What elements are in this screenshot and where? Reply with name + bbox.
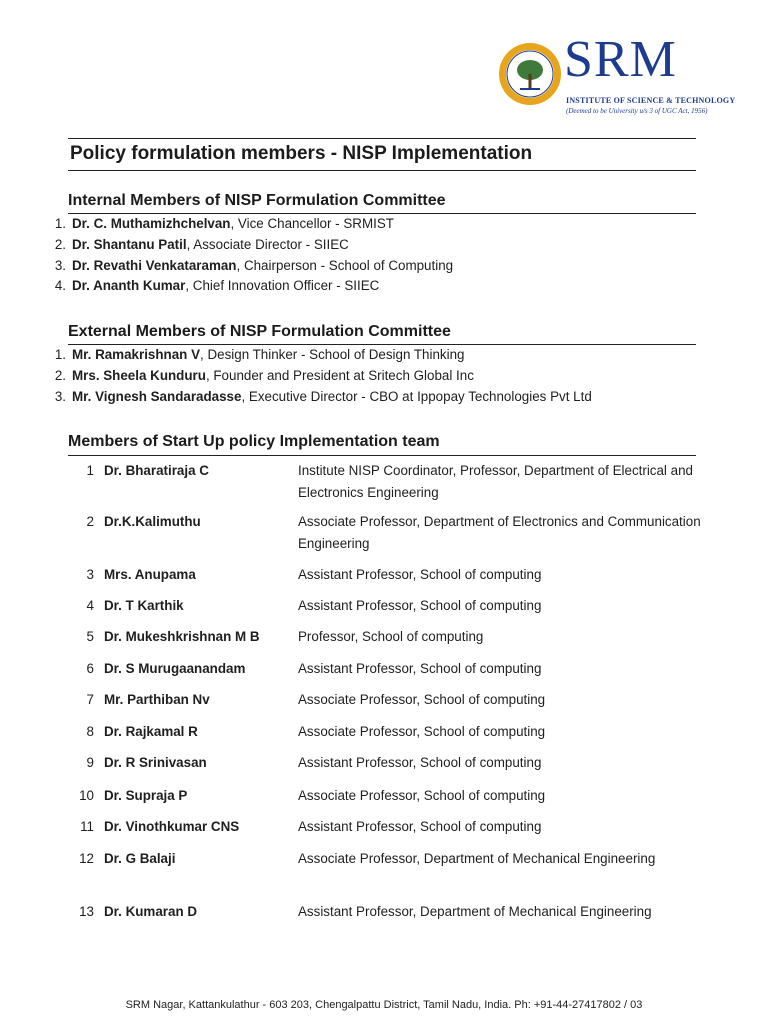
- item-number: 2.: [54, 236, 66, 252]
- list-item: [40, 214, 453, 235]
- member-name: Mr. Ramakrishnan V: [72, 347, 201, 362]
- item-number: 1.: [54, 216, 66, 231]
- list-item: [40, 256, 453, 277]
- member-role: , Vice Chancellor - SRMIST: [230, 216, 394, 231]
- member-designation: Associate Professor, Department of Mechanical Engineering: [298, 851, 656, 866]
- row-number: 8: [86, 724, 94, 739]
- member-name: Dr. T Karthik: [104, 598, 184, 613]
- team-heading: Members of Start Up policy Implementation team: [68, 433, 440, 450]
- list-item: [40, 345, 592, 366]
- member-designation: Assistant Professor, Department of Mechanical Engineering: [298, 904, 652, 919]
- member-name: Mrs. Sheela Kunduru: [72, 367, 206, 383]
- member-name: Mrs. Anupama: [104, 567, 196, 582]
- external-members-list: [40, 345, 592, 407]
- row-number: 12: [79, 851, 94, 866]
- team-heading-rule: [68, 455, 696, 456]
- member-role: , Design Thinker - School of Design Thinking: [200, 347, 465, 362]
- row-number: 7: [86, 692, 94, 707]
- page-title: Policy formulation members - NISP Implementation: [70, 143, 533, 164]
- row-number: 4: [86, 598, 94, 613]
- member-name: Mr. Vignesh Sandaradasse: [72, 388, 242, 404]
- srm-logo: [498, 31, 736, 120]
- item-number: 3.: [54, 388, 66, 404]
- member-name: Dr. G Balaji: [104, 851, 176, 866]
- row-number: 5: [86, 629, 94, 644]
- brand-subtitle: INSTITUTE OF SCIENCE & TECHNOLOGY: [566, 96, 736, 105]
- row-number: 1: [86, 463, 94, 478]
- member-name: Dr. Kumaran D: [104, 904, 198, 919]
- member-name: Dr. Ananth Kumar: [72, 278, 186, 294]
- list-item: [40, 387, 592, 408]
- member-role: , Founder and President at Sritech Global Inc: [205, 367, 474, 383]
- member-designation: Professor, School of computing: [298, 629, 484, 644]
- row-number: 9: [86, 755, 94, 770]
- member-designation: Associate Professor, Department of Electronics and Communication Engineering: [298, 514, 701, 551]
- member-name: Dr. S Murugaanandam: [104, 661, 246, 676]
- brand-name: SRM: [564, 31, 677, 88]
- internal-members-list: [40, 214, 453, 297]
- member-designation: Associate Professor, School of computing: [298, 724, 546, 739]
- member-name: Dr. R Srinivasan: [104, 755, 207, 770]
- item-number: 4.: [54, 278, 66, 294]
- row-number: 11: [80, 819, 94, 834]
- member-designation: Associate Professor, School of computing: [298, 692, 546, 707]
- member-name: Dr. Mukeshkrishnan M B: [104, 629, 260, 644]
- member-name: Dr.K.Kalimuthu: [104, 514, 201, 529]
- member-name: Dr. Shantanu Patil: [72, 236, 187, 252]
- member-role: , Associate Director - SIIEC: [186, 236, 349, 252]
- member-name: Dr. Supraja P: [104, 788, 188, 803]
- brand-tagline: (Deemed to be University u/s 3 of UGC Act, 1956): [566, 107, 708, 115]
- member-name: Dr. Rajkamal R: [104, 724, 198, 739]
- row-number: 6: [86, 661, 94, 676]
- member-designation: Assistant Professor, School of computing: [298, 819, 542, 834]
- title-top-rule: [68, 138, 696, 139]
- member-role: , Chairperson - School of Computing: [236, 257, 454, 273]
- item-number: 2.: [54, 367, 66, 383]
- row-number: 2: [86, 514, 94, 529]
- member-designation: Assistant Professor, School of computing: [298, 755, 542, 770]
- member-designation: Assistant Professor, School of computing: [298, 567, 542, 582]
- member-designation: Institute NISP Coordinator, Professor, Department of Electrical and Electronics Engineering: [298, 463, 693, 500]
- member-name: Dr. Revathi Venkataraman: [72, 257, 237, 273]
- list-item: [40, 235, 453, 256]
- item-number: 1.: [54, 347, 66, 362]
- row-number: 10: [79, 788, 94, 803]
- footer-address: SRM Nagar, Kattankulathur - 603 203, Chengalpattu District, Tamil Nadu, India. Ph: +91-44-27417802 / 03: [125, 999, 643, 1011]
- member-name: Dr. Bharatiraja C: [104, 463, 209, 478]
- row-number: 13: [79, 904, 94, 919]
- external-heading: External Members of NISP Formulation Committee: [68, 323, 451, 340]
- member-role: , Executive Director - CBO at Ippopay Technologies Pvt Ltd: [241, 388, 592, 404]
- member-role: , Chief Innovation Officer - SIIEC: [185, 278, 380, 294]
- row-number: 3: [86, 567, 94, 582]
- member-designation: Assistant Professor, School of computing: [298, 661, 542, 676]
- member-designation: Assistant Professor, School of computing: [298, 598, 542, 613]
- member-name: Dr. Vinothkumar CNS: [104, 819, 240, 834]
- list-item: [40, 276, 453, 297]
- title-bottom-rule: [68, 170, 696, 171]
- item-number: 3.: [54, 257, 66, 273]
- university-seal-icon: [498, 42, 562, 106]
- member-name: Dr. C. Muthamizhchelvan: [72, 216, 231, 231]
- list-item: [40, 366, 592, 387]
- member-name: Mr. Parthiban Nv: [104, 692, 210, 707]
- member-designation: Associate Professor, School of computing: [298, 788, 546, 803]
- internal-heading: Internal Members of NISP Formulation Committee: [68, 192, 446, 209]
